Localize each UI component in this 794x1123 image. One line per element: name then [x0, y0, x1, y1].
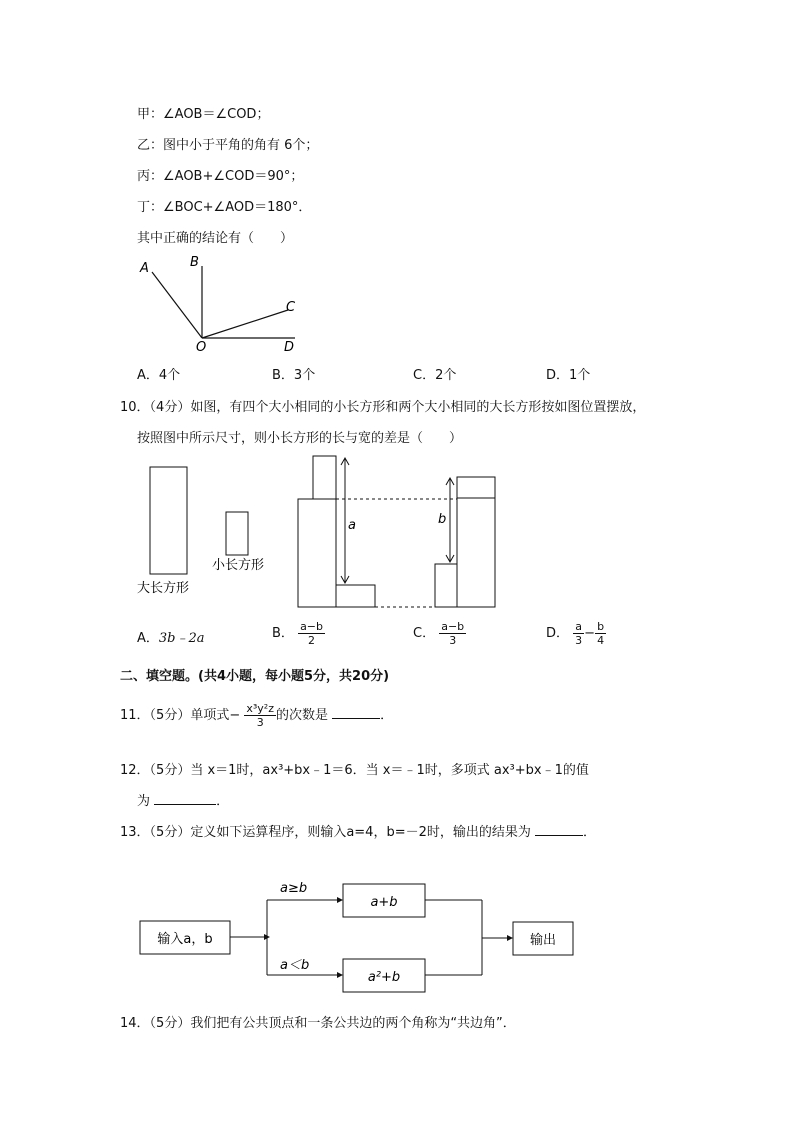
flow-input-label: 输入a，b: [157, 932, 213, 947]
left-top-small-rectangle: [313, 456, 336, 499]
q11-line: 11．（5分）单项式− $\frac{\text{x³y²z}}{3}$ 的次数是 ．: [120, 702, 394, 729]
left-big-rectangle: [298, 499, 336, 607]
flow-box-sum-label: a+b: [370, 895, 398, 910]
q9-option-b[interactable]: B．3个: [272, 368, 316, 383]
ray-oa: [152, 272, 202, 338]
q14-line: 14．（5分）我们把有公共顶点和一条公共边的两个角称为“共边角”．: [120, 1016, 516, 1031]
flow-box-square-sum-label: a²+b: [367, 970, 401, 985]
label-d: D: [284, 340, 295, 355]
q9-statement-yi: 乙：图中小于平角的角有 6个；: [137, 138, 319, 153]
q12-line1: 12．（5分）当 x＝1时，ax³+bx﹣1＝6．当 x＝﹣1时，多项式 ax³+bx﹣1的值: [120, 763, 589, 778]
left-bottom-small-rectangle: [336, 585, 375, 607]
right-top-small-rectangle: [457, 477, 495, 498]
q10-option-d[interactable]: D． $\frac{a}{3}$ − $\frac{b}{4}$: [546, 620, 605, 647]
section-title-fill-in: 二、填空题。(共4小题，每小题5分，共20分): [120, 669, 390, 684]
q9-statement-bing: 丙：∠AOB+∠COD＝90°；: [137, 169, 304, 184]
q9-statement-ding: 丁：∠BOC+∠AOD＝180°．: [137, 200, 312, 215]
label-a: A: [140, 261, 149, 276]
small-rectangle-sample: [226, 512, 248, 555]
label-c: C: [286, 300, 296, 315]
q13-line: 13．（5分）定义如下运算程序，则输入a=4，b=－2时，输出的结果为 ．: [120, 825, 597, 840]
right-bottom-small-rectangle: [435, 564, 457, 607]
right-big-rectangle: [457, 498, 495, 607]
flow-output-label: 输出: [529, 933, 557, 948]
small-rectangle-label: 小长方形: [212, 558, 265, 573]
q9-statement-jia: 甲：∠AOB＝∠COD；: [137, 107, 270, 122]
big-rectangle-label: 大长方形: [137, 581, 190, 596]
q12-line2: 为 ．: [137, 794, 230, 809]
label-b: b: [438, 512, 447, 527]
q10-figure: [130, 448, 510, 618]
q13-answer-blank[interactable]: [535, 835, 583, 836]
label-a: a: [348, 518, 356, 533]
q9-option-c[interactable]: C．2个: [413, 368, 457, 383]
q12-answer-blank[interactable]: [154, 804, 216, 805]
q9-prompt: 其中正确的结论有（ ）: [137, 231, 294, 246]
big-rectangle-sample: [150, 467, 187, 574]
q9-option-d[interactable]: D．1个: [546, 368, 591, 383]
q10-option-b[interactable]: B． $\frac{a-b}{2}$: [272, 620, 324, 647]
ray-oc: [202, 310, 288, 338]
flow-condition-lt: a＜b: [280, 958, 310, 973]
q9-option-a[interactable]: A．4个: [137, 368, 181, 383]
q10-stem-line1: 10．（4分）如图，有四个大小相同的小长方形和两个大小相同的大长方形按如图位置摆放，: [120, 400, 646, 415]
flow-condition-ge: a≥b: [280, 881, 308, 896]
q11-answer-blank[interactable]: [332, 718, 380, 719]
q10-option-a[interactable]: A．3b﹣2a: [137, 631, 205, 646]
q10-option-c[interactable]: C． $\frac{a-b}{3}$: [413, 620, 465, 647]
q13-flowchart: [130, 870, 590, 1000]
q10-stem-line2: 按照图中所示尺寸，则小长方形的长与宽的差是（ ）: [137, 431, 463, 446]
q9-angle-figure: [130, 250, 310, 360]
label-b: B: [190, 255, 199, 270]
label-o: O: [196, 340, 207, 355]
